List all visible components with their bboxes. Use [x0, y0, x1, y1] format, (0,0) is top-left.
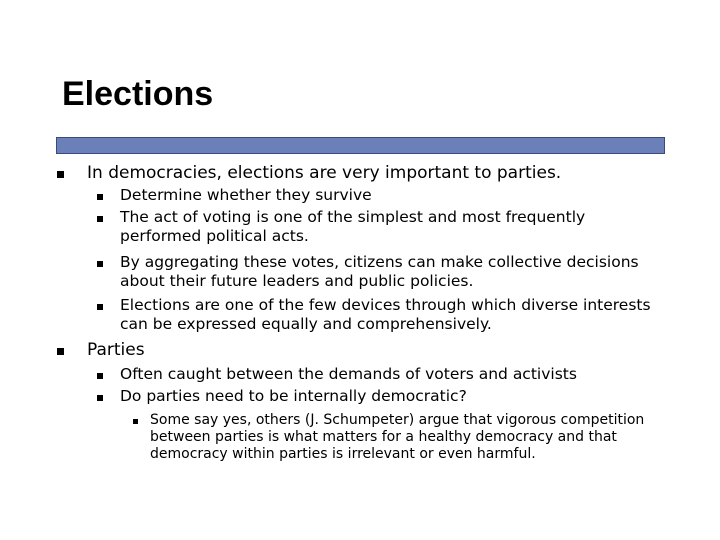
sub-bullet-text: The act of voting is one of the simplest and most frequently performed political acts.: [120, 208, 586, 245]
bullet-item: [57, 339, 687, 361]
sub-bullet-item: [97, 208, 665, 246]
slide-title: Elections: [62, 75, 214, 113]
bullet-text: In democracies, elections are very important to parties.: [87, 163, 562, 183]
sub-bullet-text: Often caught between the demands of voters and activists: [120, 365, 577, 383]
square-bullet-icon: [97, 208, 120, 227]
sub-sub-bullet-text: Some say yes, others (J. Schumpeter) argue that vigorous competition between parties is what matters for a healthy democracy and that democracy within parties is irrelevant or even harmful.: [150, 412, 645, 462]
sub-bullet-item: [97, 387, 665, 406]
sub-bullet-text: Do parties need to be internally democratic?: [120, 387, 467, 405]
square-bullet-icon: [57, 339, 87, 361]
bullet-item: [57, 162, 687, 184]
square-bullet-icon: [97, 253, 120, 272]
sub-bullet-item: [97, 186, 665, 205]
square-bullet-icon: [97, 387, 120, 406]
sub-bullet-item: [97, 296, 665, 334]
sub-bullet-text: Elections are one of the few devices through which diverse interests can be expressed equally and comprehensively.: [120, 296, 651, 333]
sub-bullet-item: [97, 253, 665, 291]
sub-bullet-item: [97, 365, 665, 384]
title-underline-bar: [56, 137, 665, 154]
sub-bullet-text: Determine whether they survive: [120, 186, 372, 204]
bullet-text: Parties: [87, 340, 145, 360]
square-bullet-icon: [57, 162, 87, 184]
sub-bullet-text: By aggregating these votes, citizens can make collective decisions about their future leaders and public policies.: [120, 253, 639, 290]
sub-sub-bullet-item: [133, 412, 675, 463]
square-bullet-icon: [97, 365, 120, 384]
square-bullet-icon: [97, 296, 120, 315]
square-bullet-icon: [133, 412, 150, 429]
square-bullet-icon: [97, 186, 120, 205]
